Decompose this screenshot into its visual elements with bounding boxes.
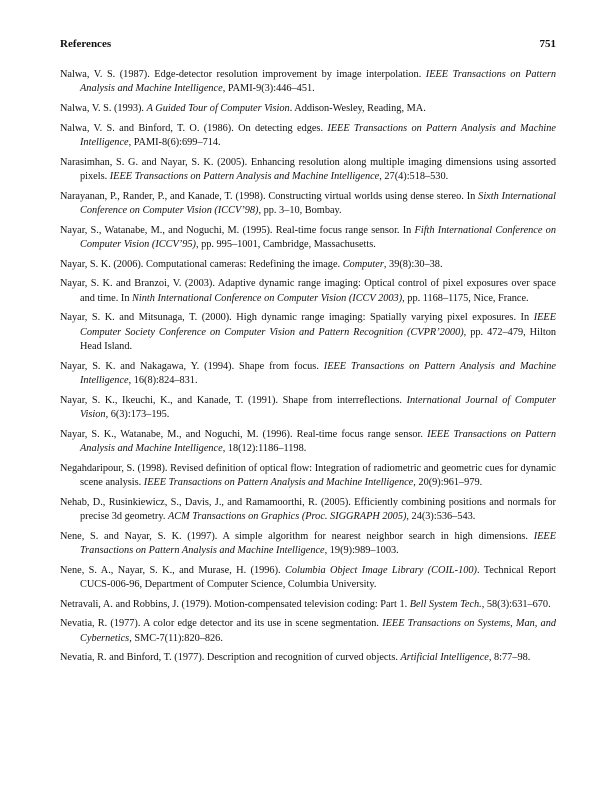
reference-pre: Nalwa, V. S. and Binford, T. O. (1986). On detecting edges.	[60, 122, 328, 134]
reference-venue: IEEE Transactions on Pattern Analysis and Machine Intelligence	[80, 530, 556, 556]
reference-entry	[60, 224, 556, 253]
reference-entry	[60, 277, 556, 306]
reference-entry	[60, 258, 556, 272]
reference-venue: Columbia Object Image Library (COIL-100)	[284, 564, 477, 576]
reference-post: , 39(8):30–38.	[383, 258, 443, 270]
reference-entry	[60, 156, 556, 185]
reference-venue: IEEE Computer Society Conference on Computer Vision and Pattern Recognition (CVPR’2000)	[80, 312, 556, 338]
reference-post: . Technical Report CUCS-006-96, Department of Computer Science, Columbia University.	[80, 564, 556, 590]
section-title: References	[60, 38, 112, 50]
reference-entry	[60, 530, 556, 559]
reference-venue: IEEE Transactions on Systems, Man, and Cybernetics	[80, 618, 556, 644]
reference-venue: ACM Transactions on Graphics (Proc. SIGGRAPH 2005)	[167, 511, 407, 522]
reference-pre: Nayar, S. K., Watanabe, M., and Noguchi, M. (1996). Real-time focus range sensor.	[60, 428, 428, 440]
reference-venue: Computer	[342, 258, 384, 270]
reference-entry	[60, 360, 556, 389]
reference-entry	[60, 122, 556, 151]
reference-pre: Nene, S. and Nayar, S. K. (1997). A simple algorithm for nearest neighbor search in high dimensions.	[60, 530, 534, 542]
reference-pre: Nayar, S. K., Ikeuchi, K., and Kanade, T. (1991). Shape from interreflections.	[60, 394, 407, 406]
reference-post: , 24(3):536–543.	[406, 511, 476, 522]
reference-pre: Nayar, S. K. (2006). Computational cameras: Redefining the image.	[60, 258, 343, 270]
reference-entry	[60, 190, 556, 219]
page-number: 751	[539, 38, 556, 50]
reference-post: , 16(8):824–831.	[128, 375, 198, 386]
reference-entry	[60, 428, 556, 457]
reference-post: , 18(12):1186–1198.	[222, 443, 307, 454]
reference-post: . Addison-Wesley, Reading, MA.	[289, 103, 426, 114]
reference-entry	[60, 651, 556, 665]
reference-venue: IEEE Transactions on Pattern Analysis and Machine Intelligence	[109, 171, 380, 182]
running-header	[60, 38, 556, 50]
reference-venue: Ninth International Conference on Computer Vision (ICCV 2003)	[132, 292, 403, 304]
reference-pre: Netravali, A. and Robbins, J. (1979). Motion-compensated television coding: Part 1.	[60, 598, 410, 610]
reference-pre: Negahdaripour, S. (1998). Revised definition of optical flow: Integration of radiometric and geometric cues for dynamic scene analysis.	[60, 462, 556, 488]
reference-entry	[60, 102, 556, 116]
reference-post: , pp. 995–1001, Cambridge, Massachusetts.	[195, 239, 376, 250]
reference-pre: Nayar, S., Watanabe, M., and Noguchi, M. (1995). Real-time focus range sensor. In	[60, 224, 415, 236]
reference-venue: IEEE Transactions on Pattern Analysis and Machine Intelligence	[80, 69, 556, 95]
reference-list	[60, 68, 556, 671]
reference-venue: IEEE Transactions on Pattern Analysis and Machine Intelligence	[143, 477, 414, 488]
reference-entry	[60, 68, 556, 97]
reference-entry	[60, 564, 556, 593]
reference-entry	[60, 617, 556, 646]
reference-pre: Nehab, D., Rusinkiewicz, S., Davis, J., and Ramamoorthi, R. (2005). Efficiently combining positions and normals for precise 3d geometry.	[60, 496, 556, 522]
reference-pre: Narayanan, P., Rander, P., and Kanade, T. (1998). Constructing virtual worlds using dense stereo. In	[60, 190, 479, 202]
reference-venue: IEEE Transactions on Pattern Analysis and Machine Intelligence	[80, 360, 556, 386]
reference-post: , 19(9):989–1003.	[324, 545, 399, 556]
reference-entry	[60, 462, 556, 491]
reference-pre: Nayar, S. K. and Nakagawa, Y. (1994). Shape from focus.	[60, 360, 324, 372]
reference-entry	[60, 394, 556, 423]
reference-venue: Artificial Intelligence	[400, 652, 489, 664]
reference-venue: A Guided Tour of Computer Vision	[146, 103, 290, 114]
reference-post: , PAMI-8(6):699–714.	[128, 137, 221, 148]
reference-pre: Nene, S. A., Nayar, S. K., and Murase, H. (1996).	[60, 564, 285, 576]
reference-entry	[60, 598, 556, 612]
reference-pre: Nalwa, V. S. (1987). Edge-detector resolution improvement by image interpolation.	[60, 69, 426, 80]
reference-post: , pp. 472–479, Hilton Head Island.	[80, 326, 556, 352]
reference-venue: IEEE Transactions on Pattern Analysis and Machine Intelligence	[80, 122, 557, 148]
reference-pre: Nayar, S. K. and Branzoi, V. (2003). Adaptive dynamic range imaging: Optical control of pixel exposures over space and time. In	[60, 278, 556, 304]
reference-venue: Fifth International Conference on Computer Vision (ICCV’95)	[80, 224, 556, 250]
reference-post: , PAMI-9(3):446–451.	[222, 83, 315, 95]
reference-entry	[60, 311, 556, 354]
reference-post: , 58(3):631–670.	[481, 598, 551, 610]
reference-venue: IEEE Transactions on Pattern Analysis and Machine Intelligence	[80, 428, 557, 454]
reference-pre: Nalwa, V. S. (1993).	[60, 103, 147, 114]
reference-post: , 27(4):518–530.	[379, 171, 449, 182]
reference-pre: Nevatia, R. and Binford, T. (1977). Description and recognition of curved objects.	[60, 652, 401, 664]
reference-post: , pp. 1168–1175, Nice, France.	[402, 292, 529, 304]
reference-post: , 20(9):961–979.	[413, 477, 483, 488]
reference-post: , 6(3):173–195.	[105, 409, 170, 420]
reference-venue: International Journal of Computer Vision	[80, 394, 557, 420]
reference-venue: Bell System Tech.	[409, 598, 482, 610]
reference-post: , SMC-7(11):820–826.	[129, 632, 223, 644]
reference-venue: Sixth International Conference on Computer Vision (ICCV’98)	[80, 190, 556, 216]
reference-pre: Nevatia, R. (1977). A color edge detector and its use in scene segmentation.	[60, 618, 383, 630]
reference-post: , 8:77–98.	[488, 652, 531, 664]
reference-entry	[60, 496, 556, 525]
reference-pre: Nayar, S. K. and Mitsunaga, T. (2000). High dynamic range imaging: Spatially varying pixel exposures. In	[60, 312, 534, 324]
reference-post: , pp. 3–10, Bombay.	[258, 205, 342, 216]
reference-pre: Narasimhan, S. G. and Nayar, S. K. (2005). Enhancing resolution along multiple imaging dimensions using assorted pixels.	[60, 156, 556, 182]
